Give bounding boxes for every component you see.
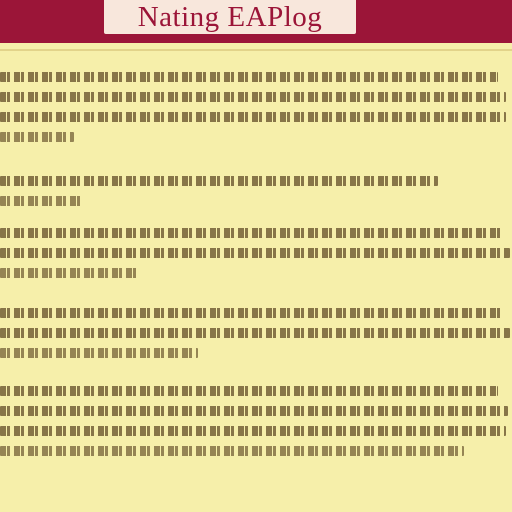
header-divider xyxy=(0,49,512,51)
title-tab xyxy=(104,0,356,34)
text-line xyxy=(0,386,498,396)
text-line xyxy=(0,132,74,142)
page-title: Nating EAPlog xyxy=(137,0,323,33)
text-line xyxy=(0,268,138,278)
text-line xyxy=(0,92,506,102)
text-line xyxy=(0,348,198,358)
text-line xyxy=(0,176,438,186)
text-line xyxy=(0,72,498,82)
text-line xyxy=(0,112,506,122)
text-line xyxy=(0,308,502,318)
text-line xyxy=(0,446,464,456)
text-line xyxy=(0,228,504,238)
text-line xyxy=(0,426,506,436)
text-line xyxy=(0,248,510,258)
text-line xyxy=(0,406,508,416)
text-line xyxy=(0,196,84,206)
title-bar xyxy=(0,0,512,43)
text-line xyxy=(0,328,510,338)
